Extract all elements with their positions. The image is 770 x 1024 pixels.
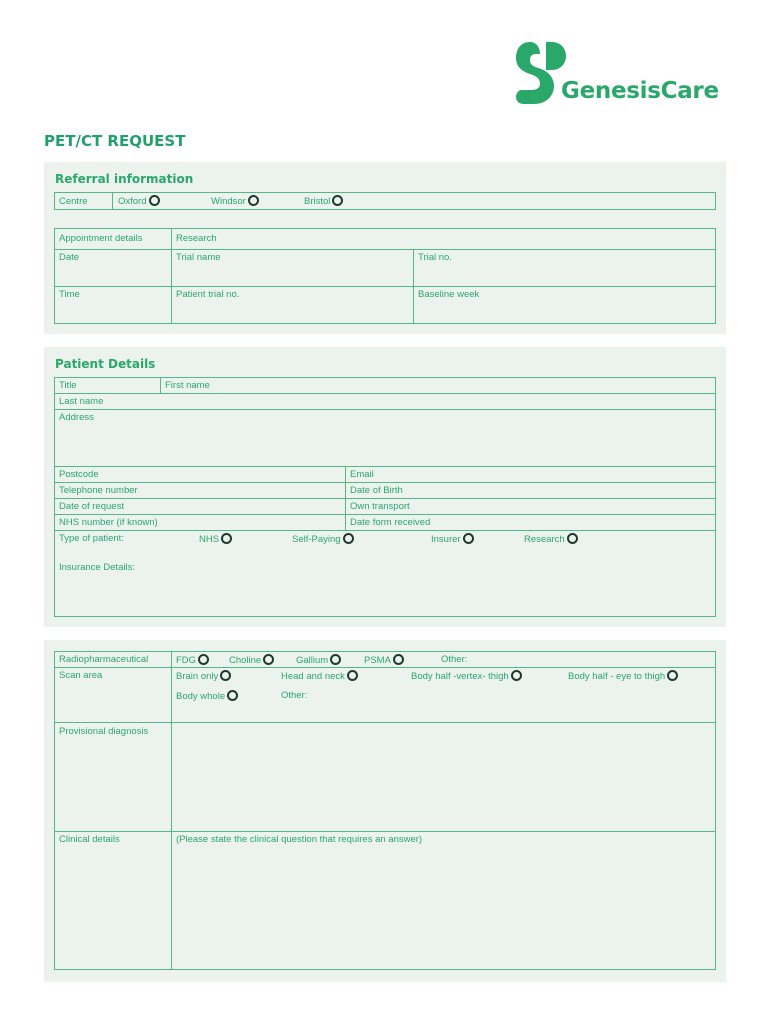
radio-icon[interactable]	[263, 654, 274, 665]
time-field[interactable]: Time	[59, 289, 80, 300]
first-name-field[interactable]: First name	[165, 380, 210, 391]
centre-option-oxford[interactable]: Oxford	[118, 195, 160, 208]
scan-area-label: Scan area	[59, 670, 103, 681]
radio-icon[interactable]	[463, 533, 474, 544]
radio-option-gallium[interactable]: Gallium	[296, 654, 341, 667]
genesiscare-mark-icon	[516, 42, 566, 104]
radio-icon[interactable]	[343, 533, 354, 544]
scan-option-body-half-vertex-thigh[interactable]: Body half -vertex- thigh	[411, 670, 522, 683]
trial-name-field[interactable]: Trial name	[176, 252, 221, 263]
patient-heading: Patient Details	[55, 357, 156, 371]
type-of-patient-label: Type of patient:	[59, 533, 124, 544]
patient-type-insurer[interactable]: Insurer	[431, 533, 474, 546]
postcode-field[interactable]: Postcode	[59, 469, 99, 480]
radio-other-field[interactable]: Other:	[441, 654, 468, 665]
radio-icon[interactable]	[248, 195, 259, 206]
provisional-diagnosis-label: Provisional diagnosis	[59, 726, 149, 737]
clinical-details-field[interactable]: (Please state the clinical question that requires an answer)	[176, 834, 423, 845]
last-name-field[interactable]: Last name	[59, 396, 104, 407]
nhs-number-field[interactable]: NHS number (if known)	[59, 517, 158, 528]
clinical-details-label: Clinical details	[59, 834, 120, 845]
radio-icon[interactable]	[347, 670, 358, 681]
scan-option-body-whole[interactable]: Body whole	[176, 690, 238, 703]
scan-other-field[interactable]: Other:	[281, 690, 308, 701]
title-field[interactable]: Title	[59, 380, 77, 391]
date-form-received-field[interactable]: Date form received	[350, 517, 431, 528]
radio-icon[interactable]	[332, 195, 343, 206]
date-of-request-field[interactable]: Date of request	[59, 501, 124, 512]
trial-no-field[interactable]: Trial no.	[418, 252, 452, 263]
radio-icon[interactable]	[221, 533, 232, 544]
provisional-diagnosis-field[interactable]	[172, 723, 715, 830]
patient-type-research[interactable]: Research	[524, 533, 578, 546]
brand-name: GenesisCare	[561, 78, 719, 104]
insurance-details-field[interactable]: Insurance Details:	[59, 562, 136, 573]
radio-option-fdg[interactable]: FDG	[176, 654, 209, 667]
patient-type-self-paying[interactable]: Self-Paying	[292, 533, 354, 546]
email-field[interactable]: Email	[350, 469, 374, 480]
patient-table	[54, 377, 716, 617]
patient-trial-no-field[interactable]: Patient trial no.	[176, 289, 240, 300]
radio-icon[interactable]	[198, 654, 209, 665]
patient-type-nhs[interactable]: NHS	[199, 533, 232, 546]
scan-option-head-and-neck[interactable]: Head and neck	[281, 670, 358, 683]
referral-heading: Referral information	[55, 172, 194, 186]
radio-icon[interactable]	[667, 670, 678, 681]
research-label: Research	[176, 233, 217, 244]
radio-icon[interactable]	[393, 654, 404, 665]
address-field[interactable]: Address	[59, 412, 94, 423]
date-field[interactable]: Date	[59, 252, 80, 263]
scan-option-brain-only[interactable]: Brain only	[176, 670, 231, 683]
radio-icon[interactable]	[227, 690, 238, 701]
dob-field[interactable]: Date of Birth	[350, 485, 403, 496]
appointment-table	[54, 228, 716, 324]
telephone-field[interactable]: Telephone number	[59, 485, 138, 496]
centre-option-windsor[interactable]: Windsor	[211, 195, 259, 208]
radio-icon[interactable]	[149, 195, 160, 206]
radio-icon[interactable]	[511, 670, 522, 681]
page-title: PET/CT REQUEST	[44, 132, 186, 150]
radio-option-psma[interactable]: PSMA	[364, 654, 404, 667]
radio-icon[interactable]	[220, 670, 231, 681]
scan-option-body-half-eye-thigh[interactable]: Body half - eye to thigh	[568, 670, 678, 683]
own-transport-field[interactable]: Own transport	[350, 501, 410, 512]
radio-icon[interactable]	[330, 654, 341, 665]
baseline-week-field[interactable]: Baseline week	[418, 289, 480, 300]
radio-option-choline[interactable]: Choline	[229, 654, 274, 667]
radio-icon[interactable]	[567, 533, 578, 544]
radiopharmaceutical-label: Radiopharmaceutical	[59, 654, 149, 665]
centre-option-bristol[interactable]: Bristol	[304, 195, 343, 208]
genesiscare-logo	[516, 42, 728, 108]
centre-label: Centre	[59, 196, 88, 207]
appointment-details-label: Appointment details	[59, 233, 143, 244]
